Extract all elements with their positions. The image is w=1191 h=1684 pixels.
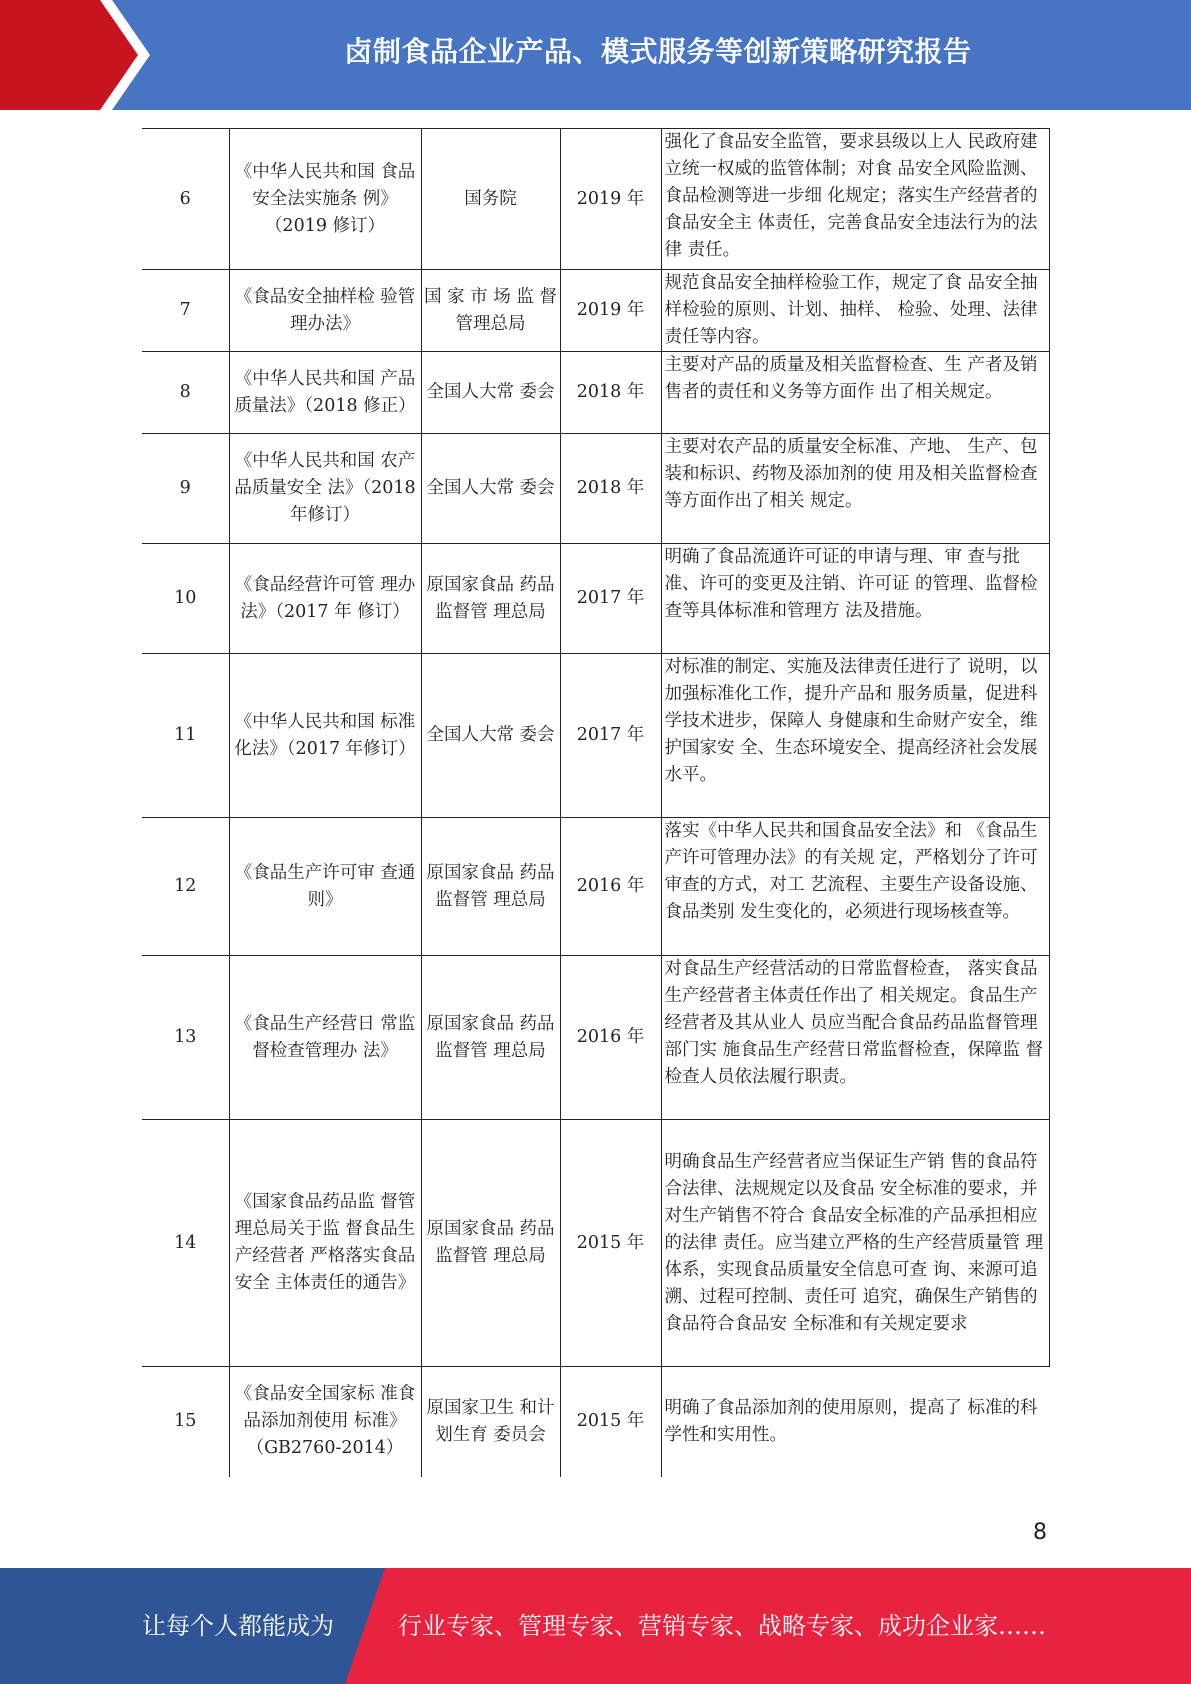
issue-year: 2015 年 <box>560 1367 661 1477</box>
regulation-name: 《食品安全国家标 准食品添加剂使用 标准》（GB2760-2014） <box>229 1367 421 1477</box>
issue-year: 2019 年 <box>560 129 661 270</box>
table-row <box>142 352 1050 434</box>
regulation-description: 明确了食品流通许可证的申请与理、审 查与批准、许可的变更及注销、许可证 的管理、监督检查等具体标准和管理方 法及措施。 <box>661 544 1050 654</box>
issuing-authority: 国务院 <box>421 129 560 270</box>
header-red-arrow-icon <box>0 0 160 110</box>
issue-year: 2018 年 <box>560 434 661 544</box>
issuing-authority: 原国家卫生 和计划生育 委员会 <box>421 1367 560 1477</box>
row-number: 13 <box>142 956 229 1120</box>
regulation-name: 《中华人民共和国 标准化法》（2017 年修订） <box>229 654 421 818</box>
table-row <box>142 129 1050 270</box>
issuing-authority: 原国家食品 药品监督管 理总局 <box>421 956 560 1120</box>
issuing-authority: 国 家 市 场 监 督管理总局 <box>421 270 560 352</box>
table-row <box>142 1367 1050 1477</box>
row-number: 12 <box>142 818 229 956</box>
regulation-description: 明确了食品添加剂的使用原则，提高了 标准的科学性和实用性。 <box>661 1367 1050 1477</box>
issuing-authority: 原国家食品 药品监督管 理总局 <box>421 1120 560 1367</box>
issuing-authority: 原国家食品 药品监督管 理总局 <box>421 818 560 956</box>
row-number: 7 <box>142 270 229 352</box>
footer-slogan-right: 行业专家、管理专家、营销专家、战略专家、成功企业家…… <box>398 1612 1046 1640</box>
issue-year: 2018 年 <box>560 352 661 434</box>
row-number: 15 <box>142 1367 229 1477</box>
table-row <box>142 1120 1050 1367</box>
issuing-authority: 全国人大常 委会 <box>421 434 560 544</box>
regulation-description: 明确食品生产经营者应当保证生产销 售的食品符合法律、法规规定以及食品 安全标准的要求，并对生产销售不符合 食品安全标准的产品承担相应的法律 责任。应当建立严格的生产经营质量管 理体系，实现食品质量安全信息可查 询、来源可追溯、过程可控制、责任可 追究，确保生产销售的食品符合食品安 全标准和有关规定要求 <box>661 1120 1050 1367</box>
row-number: 6 <box>142 129 229 270</box>
row-number: 11 <box>142 654 229 818</box>
regulation-name: 《中华人民共和国 食品安全法实施条 例》（2019 修订） <box>229 129 421 270</box>
issue-year: 2017 年 <box>560 654 661 818</box>
regulation-name: 《中华人民共和国 产品质量法》（2018 修正） <box>229 352 421 434</box>
page-footer <box>0 1568 1191 1684</box>
table-row <box>142 544 1050 654</box>
table-row <box>142 270 1050 352</box>
issue-year: 2015 年 <box>560 1120 661 1367</box>
table-row <box>142 818 1050 956</box>
row-number: 14 <box>142 1120 229 1367</box>
issue-year: 2019 年 <box>560 270 661 352</box>
table-row <box>142 434 1050 544</box>
page-header <box>0 0 1191 110</box>
regulation-table <box>142 128 1050 1477</box>
issue-year: 2016 年 <box>560 818 661 956</box>
regulation-name: 《国家食品药品监 督管理总局关于监 督食品生产经营者 严格落实食品安全 主体责任的通告》 <box>229 1120 421 1367</box>
footer-slogan-left: 让每个人都能成为 <box>142 1612 334 1640</box>
regulation-description: 主要对产品的质量及相关监督检查、生 产者及销售者的责任和义务等方面作 出了相关规定。 <box>661 352 1050 434</box>
regulation-name: 《食品安全抽样检 验管理办法》 <box>229 270 421 352</box>
regulation-description: 落实《中华人民共和国食品安全法》和 《食品生产许可管理办法》的有关规 定，严格划分了许可审查的方式，对工 艺流程、主要生产设备设施、食品类别 发生变化的，必须进行现场核查等。 <box>661 818 1050 956</box>
row-number: 10 <box>142 544 229 654</box>
row-number: 8 <box>142 352 229 434</box>
report-title: 卤制食品企业产品、模式服务等创新策略研究报告 <box>344 35 972 68</box>
issue-year: 2016 年 <box>560 956 661 1120</box>
issuing-authority: 原国家食品 药品监督管 理总局 <box>421 544 560 654</box>
regulation-name: 《中华人民共和国 农产品质量安全 法》（2018 年修订） <box>229 434 421 544</box>
regulation-name: 《食品生产经营日 常监督检查管理办 法》 <box>229 956 421 1120</box>
issuing-authority: 全国人大常 委会 <box>421 352 560 434</box>
table-row <box>142 956 1050 1120</box>
issuing-authority: 全国人大常 委会 <box>421 654 560 818</box>
page-number: 8 <box>1033 1520 1047 1545</box>
issue-year: 2017 年 <box>560 544 661 654</box>
regulation-description: 强化了食品安全监管，要求县级以上人 民政府建立统一权威的监管体制；对食 品安全风险监测、食品检测等进一步细 化规定；落实生产经营者的食品安全主 体责任，完善食品安全违法行为的法律 责任。 <box>661 129 1050 270</box>
row-number: 9 <box>142 434 229 544</box>
regulation-description: 对食品生产经营活动的日常监督检查， 落实食品生产经营者主体责任作出了 相关规定。食品生产经营者及其从业人 员应当配合食品药品监督管理部门实 施食品生产经营日常监督检查，保障监 督检查人员依法履行职责。 <box>661 956 1050 1120</box>
regulation-description: 对标准的制定、实施及法律责任进行了 说明，以加强标准化工作，提升产品和 服务质量，促进科学技术进步，保障人 身健康和生命财产安全，维护国家安 全、生态环境安全、提高经济社会发展 水平。 <box>661 654 1050 818</box>
regulation-description: 规范食品安全抽样检验工作，规定了食 品安全抽样检验的原则、计划、抽样、 检验、处理、法律责任等内容。 <box>661 270 1050 352</box>
table-row <box>142 654 1050 818</box>
regulation-name: 《食品经营许可管 理办法》（2017 年 修订） <box>229 544 421 654</box>
regulation-name: 《食品生产许可审 查通则》 <box>229 818 421 956</box>
regulation-description: 主要对农产品的质量安全标准、产地、 生产、包装和标识、药物及添加剂的使 用及相关监督检查等方面作出了相关 规定。 <box>661 434 1050 544</box>
